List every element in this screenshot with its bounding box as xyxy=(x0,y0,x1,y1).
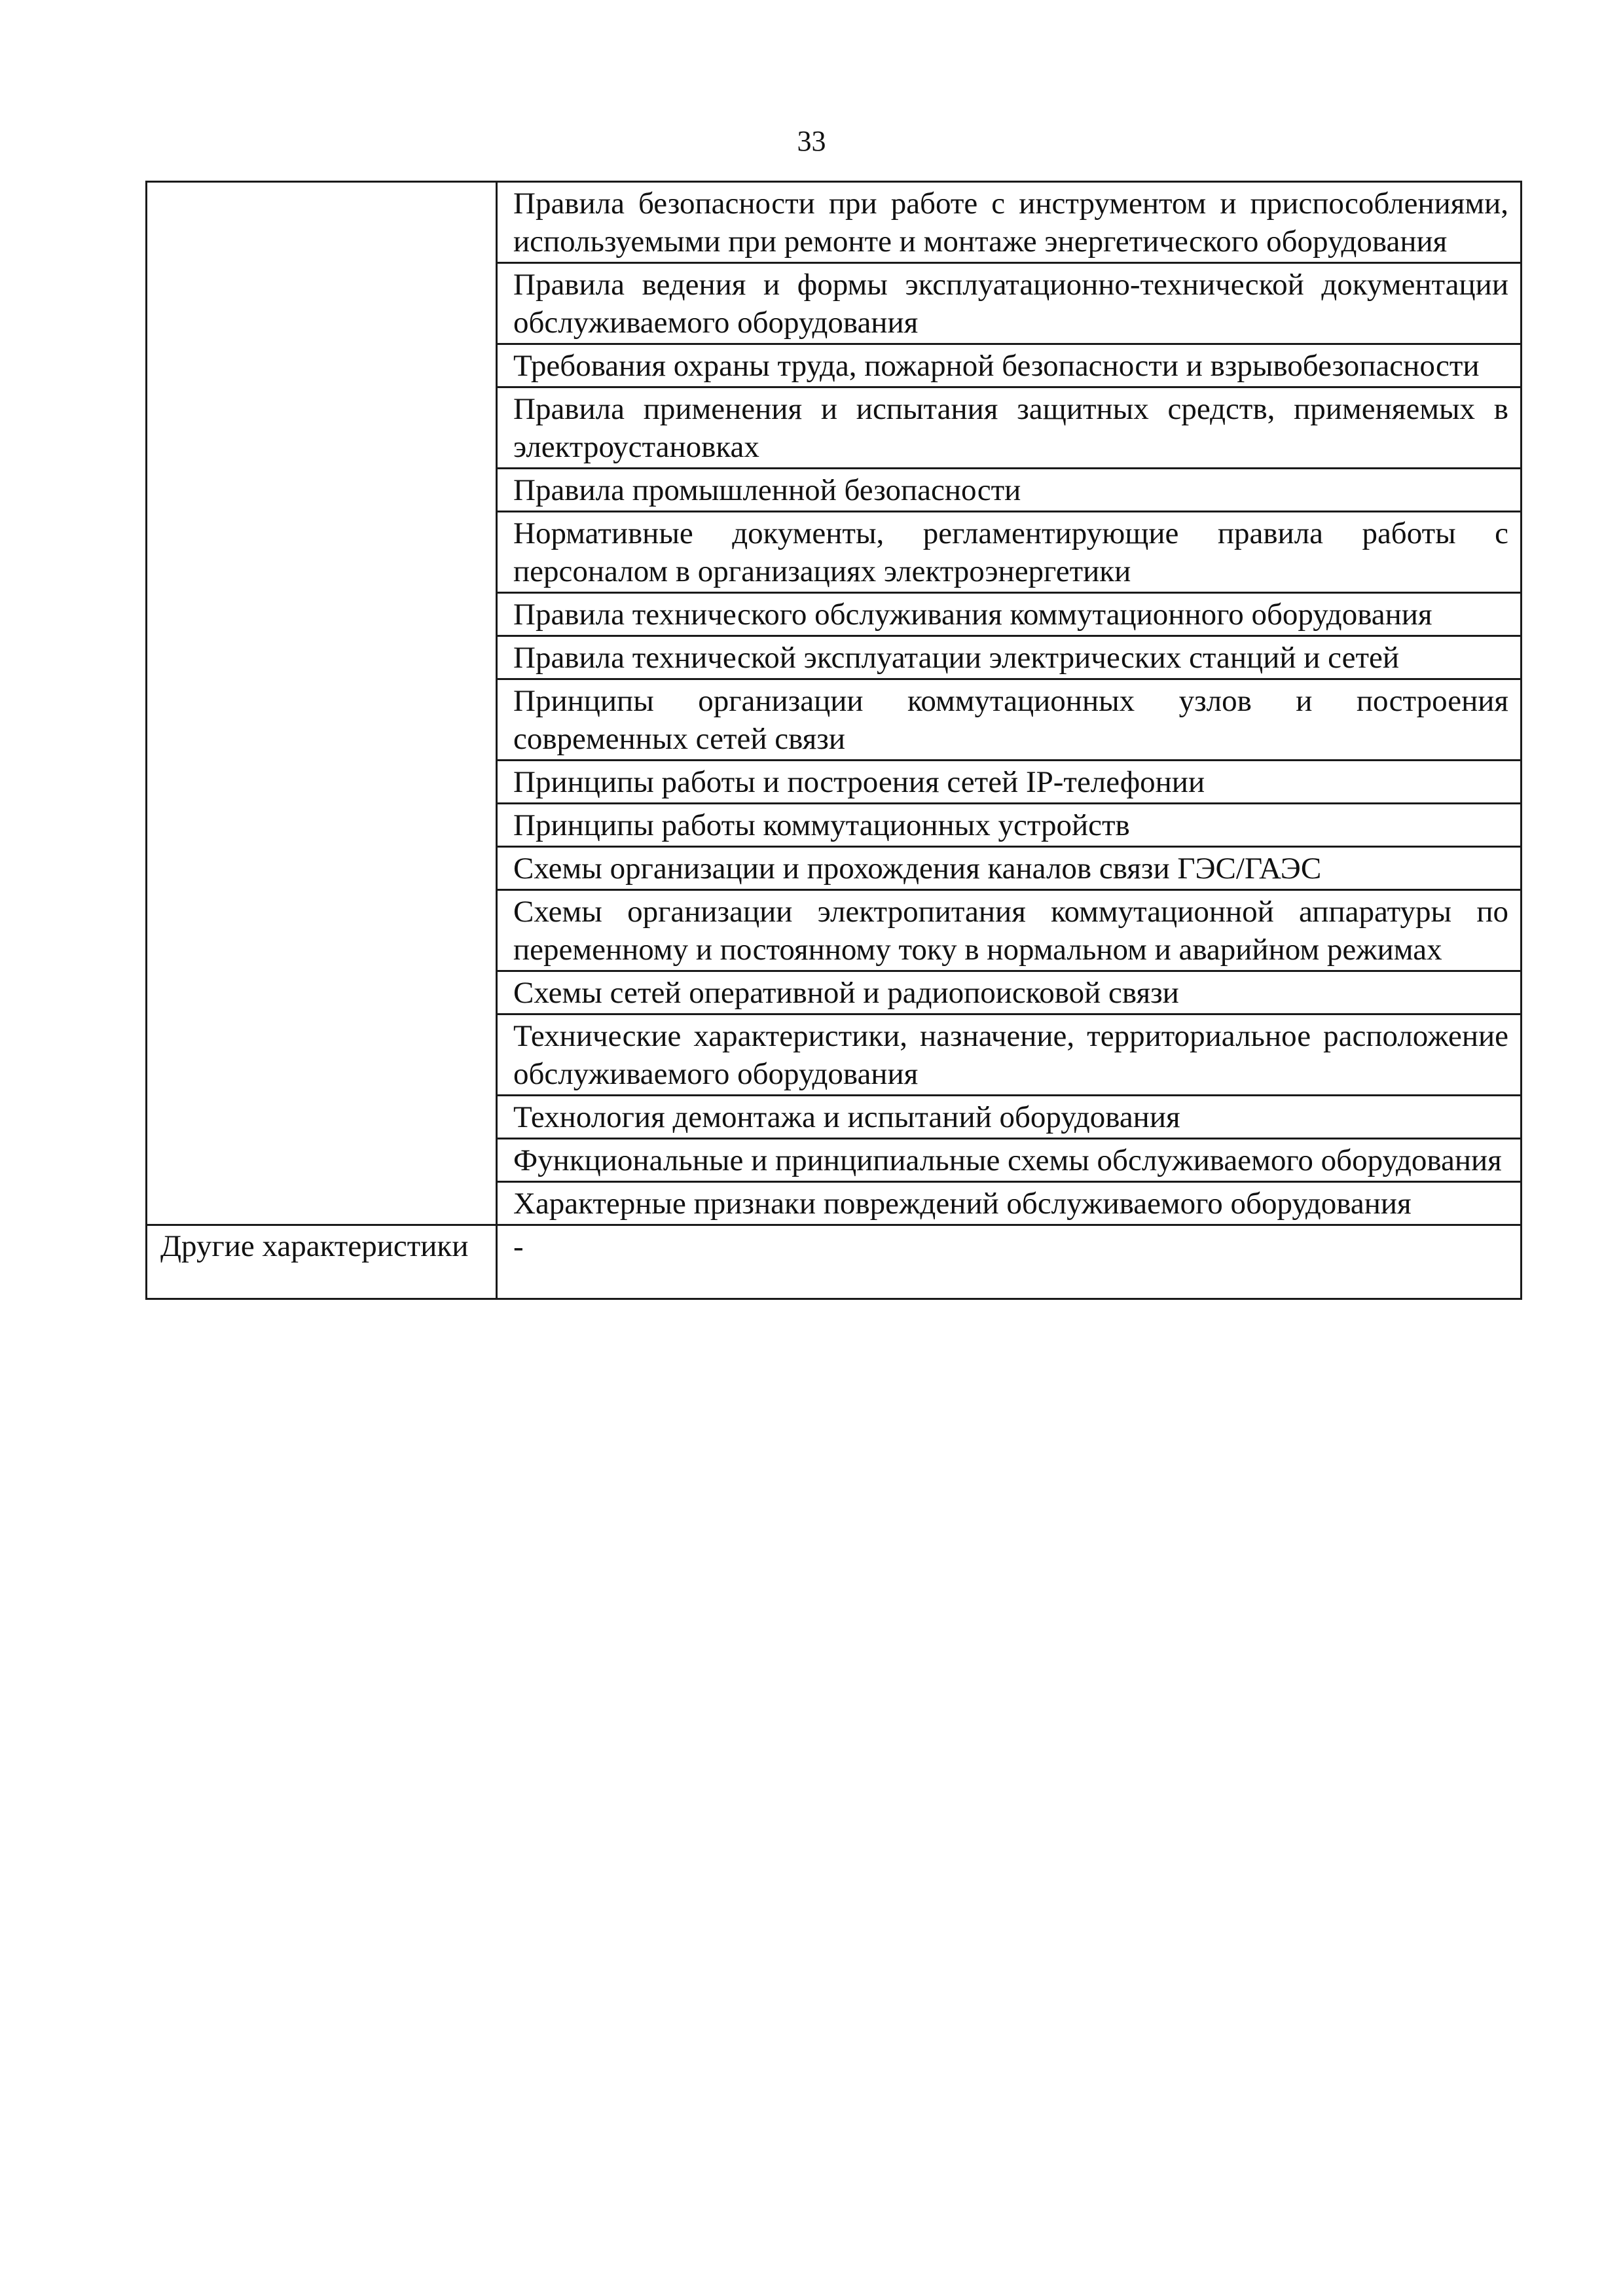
knowledge-item: Нормативные документы, регламентирующие правила работы с персоналом в организациях электроэнергетики xyxy=(497,512,1522,593)
knowledge-item: Правила применения и испытания защитных средств, применяемых в электроустановках xyxy=(497,387,1522,469)
requirements-table xyxy=(145,181,1522,1300)
knowledge-item: Правила безопасности при работе с инструментом и приспособлениями, используемыми при ремонте и монтаже энергетического оборудования xyxy=(497,182,1522,263)
knowledge-label-cell xyxy=(147,182,497,1225)
table-row-other xyxy=(147,1225,1522,1299)
knowledge-item: Схемы сетей оперативной и радиопоисковой связи xyxy=(497,971,1522,1014)
knowledge-item: Схемы организации электропитания коммутационной аппаратуры по переменному и постоянному току в нормальном и аварийном режимах xyxy=(497,890,1522,971)
knowledge-item: Правила технического обслуживания коммутационного оборудования xyxy=(497,593,1522,636)
knowledge-item: Принципы организации коммутационных узлов и построения современных сетей связи xyxy=(497,679,1522,761)
knowledge-item: Требования охраны труда, пожарной безопасности и взрывобезопасности xyxy=(497,344,1522,387)
other-characteristics-label: Другие характеристики xyxy=(147,1225,497,1299)
knowledge-item: Правила ведения и формы эксплуатационно-технической документации обслуживаемого оборудования xyxy=(497,263,1522,344)
knowledge-item: Правила промышленной безопасности xyxy=(497,469,1522,512)
knowledge-item: Схемы организации и прохождения каналов связи ГЭС/ГАЭС xyxy=(497,847,1522,890)
knowledge-item: Правила технической эксплуатации электрических станций и сетей xyxy=(497,636,1522,679)
knowledge-item: Функциональные и принципиальные схемы обслуживаемого оборудования xyxy=(497,1139,1522,1182)
table-row xyxy=(147,182,1522,263)
knowledge-item: Технология демонтажа и испытаний оборудования xyxy=(497,1096,1522,1139)
knowledge-item: Технические характеристики, назначение, территориальное расположение обслуживаемого оборудования xyxy=(497,1014,1522,1096)
page-number: 33 xyxy=(797,125,826,157)
knowledge-item: Принципы работы и построения сетей IP-телефонии xyxy=(497,761,1522,804)
other-characteristics-value: - xyxy=(497,1225,1522,1299)
knowledge-item: Характерные признаки повреждений обслуживаемого оборудования xyxy=(497,1182,1522,1225)
knowledge-item: Принципы работы коммутационных устройств xyxy=(497,804,1522,847)
